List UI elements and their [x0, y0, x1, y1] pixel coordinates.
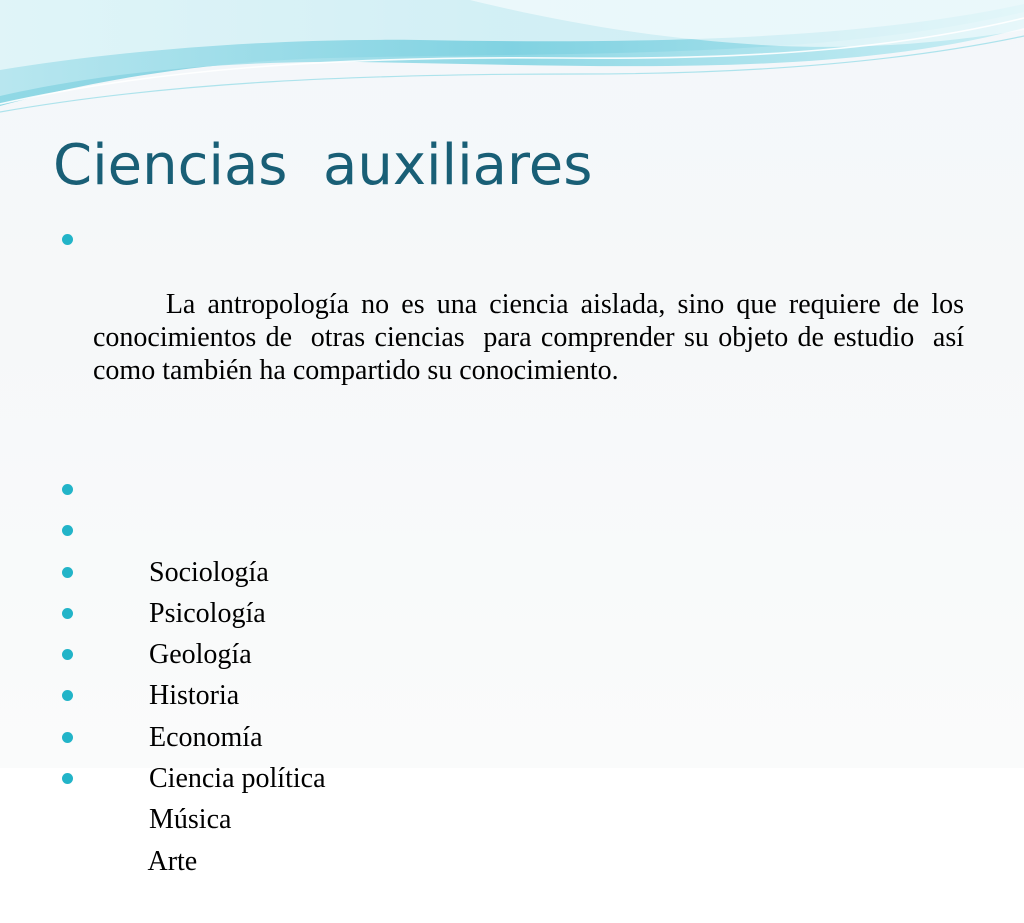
list-item-label: Economía: [149, 721, 263, 753]
slide-body: [61, 222, 972, 877]
list-item-label: Arte: [147, 845, 198, 877]
list-item-label: Ciencia política: [149, 763, 326, 795]
intro-text: La antropología no es una ciencia aislada, sino que requiere de los conocimientos de otras ciencias para comprender su objeto de estudio así como también ha compartido su conocimiento.: [93, 289, 972, 386]
list-item-label: Geología: [149, 639, 252, 671]
auxiliary-sciences-list: [61, 469, 964, 877]
round-bullet-icon: [62, 525, 73, 536]
list-item-label: Psicología: [149, 597, 266, 629]
decorative-wave-banner: [0, 0, 1024, 130]
list-item-label: Historia: [149, 680, 240, 712]
slide-title: Ciencias auxiliares: [53, 133, 593, 198]
round-bullet-icon: [62, 484, 73, 495]
round-bullet-icon: [62, 649, 73, 660]
round-bullet-icon: [62, 567, 73, 578]
list-item: [61, 469, 964, 588]
intro-paragraph: [61, 222, 972, 420]
round-bullet-icon: [62, 234, 73, 245]
list-item-label: Música: [149, 804, 232, 836]
round-bullet-icon: [62, 773, 73, 784]
round-bullet-icon: [62, 690, 73, 701]
round-bullet-icon: [62, 732, 73, 743]
round-bullet-icon: [62, 608, 73, 619]
list-item-label: Sociología: [149, 556, 269, 588]
